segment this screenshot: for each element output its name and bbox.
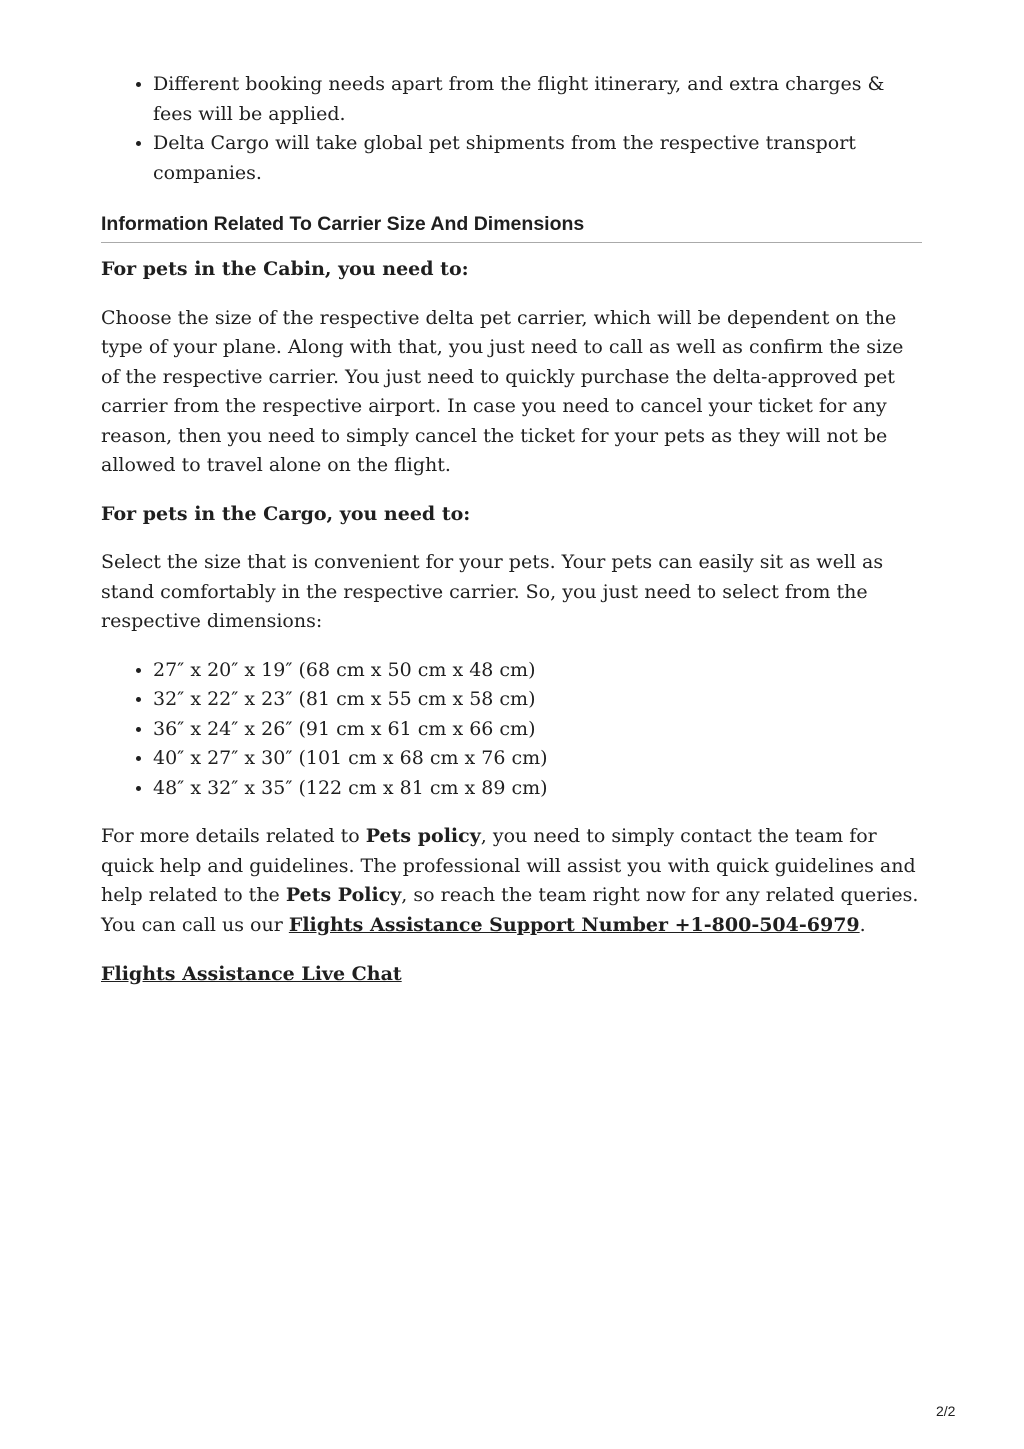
dimensions-list (101, 656, 922, 804)
details-text: , you need to simply contact the team for quick help and guidelines. The professional will assist you with quick guidelines and help related to the (101, 825, 916, 906)
details-paragraph (101, 822, 922, 940)
list-item: • Different booking needs apart from the flight itinerary, and extra charges & fees will be applied. (153, 70, 922, 129)
list-item: • 27″ x 20″ x 19″ (68 cm x 50 cm x 48 cm) (153, 656, 922, 686)
details-text: , so reach the team right now for any related queries. You can call us our (101, 884, 919, 936)
pets-policy-bold: Pets Policy (285, 884, 402, 906)
document-body (101, 70, 922, 990)
list-item: • 48″ x 32″ x 35″ (122 cm x 81 cm x 89 cm) (153, 774, 922, 804)
pets-policy-bold: Pets policy (365, 825, 481, 847)
cabin-heading: For pets in the Cabin, you need to: (101, 258, 469, 280)
list-item: • 40″ x 27″ x 30″ (101 cm x 68 cm x 76 cm) (153, 744, 922, 774)
live-chat-link[interactable]: Flights Assistance Live Chat (101, 963, 402, 985)
section-heading: Information Related To Carrier Size And Dimensions (101, 211, 922, 243)
cargo-paragraph: Select the size that is convenient for your pets. Your pets can easily sit as well as stand comfortably in the respective carrier. So, you just need to select from the respective dimensions: (101, 551, 884, 632)
top-bullet-list (101, 70, 922, 188)
support-number-link[interactable]: Flights Assistance Support Number +1-800-504-6979 (288, 913, 860, 936)
page-number: 2/2 (936, 1403, 956, 1419)
list-item: • 32″ x 22″ x 23″ (81 cm x 55 cm x 58 cm) (153, 685, 922, 715)
list-item: • 36″ x 24″ x 26″ (91 cm x 61 cm x 66 cm) (153, 715, 922, 745)
list-item: • Delta Cargo will take global pet shipments from the respective transport companies. (153, 129, 922, 188)
cabin-paragraph: Choose the size of the respective delta pet carrier, which will be dependent on the type of your plane. Along with that, you just need to call as well as confirm the size of the respective carrier. You just need to quickly purchase the delta-approved pet carrier from the respective airport. In case you need to cancel your ticket for any reason, then you need to simply cancel the ticket for your pets as they will not be allowed to travel alone on the flight. (101, 306, 904, 476)
details-text: . (859, 913, 866, 936)
cargo-heading: For pets in the Cargo, you need to: (101, 502, 471, 525)
details-text: For more details related to (101, 825, 366, 847)
